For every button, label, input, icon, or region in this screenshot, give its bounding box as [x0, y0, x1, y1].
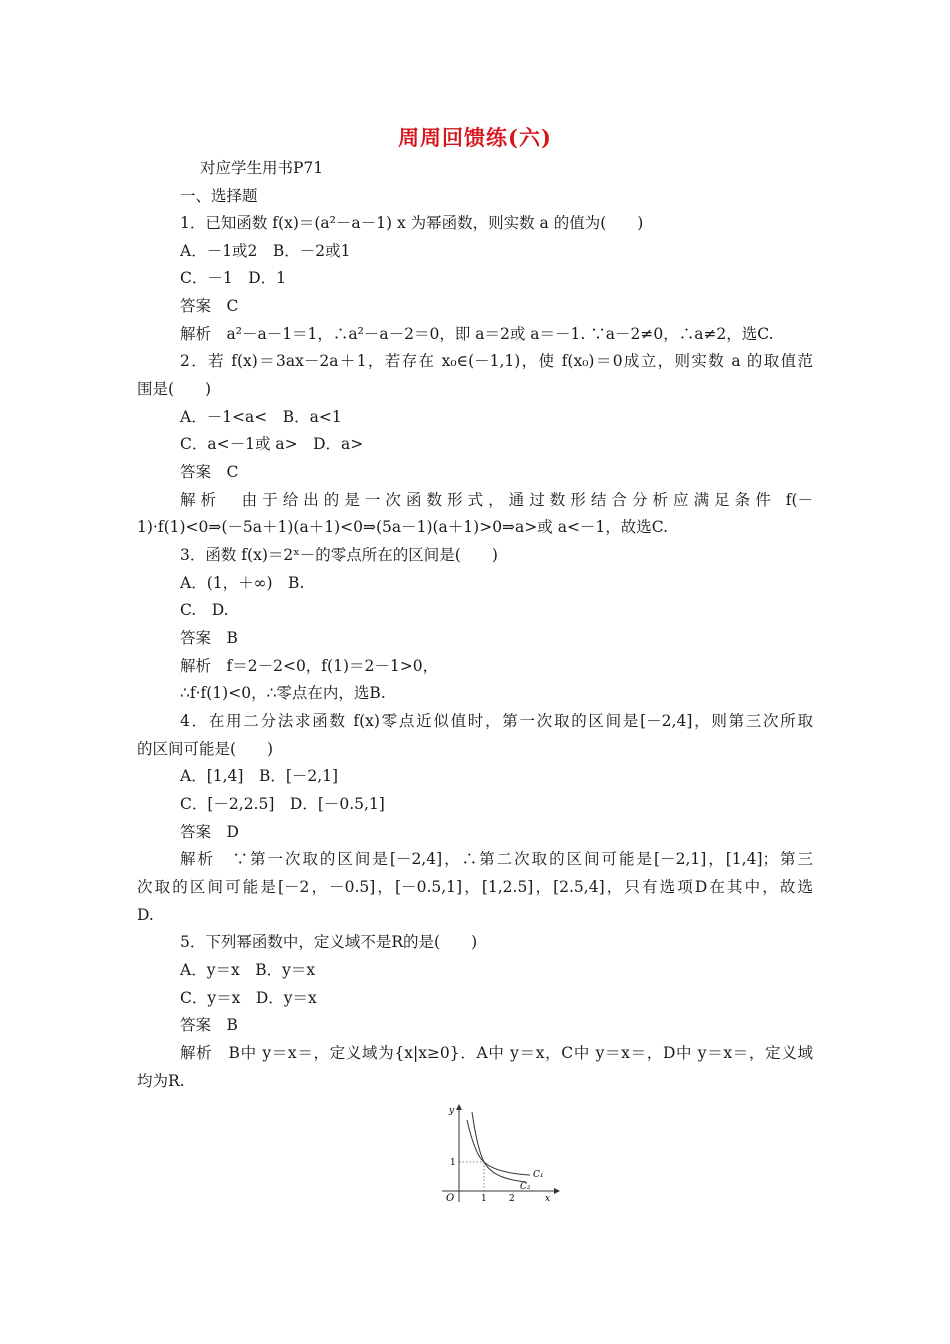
section-heading: 一、选择题 — [180, 187, 258, 205]
q5-answer: 答案 B — [180, 1016, 238, 1034]
curve-c2-label: C₂ — [520, 1182, 531, 1192]
q1-options-cd: C．－1 D．1 — [180, 269, 287, 287]
origin-label: O — [446, 1193, 455, 1204]
x-tick-label-1: 1 — [481, 1194, 487, 1204]
q4-stem-line1: 4．在用二分法求函数 f(x)零点近似值时，第一次取的区间是[－2,4]，则第三次所取 — [180, 712, 813, 730]
q4-analysis-line2: 次取的区间可能是[－2，－0.5]，[－0.5,1]，[1,2.5]，[2.5,4]，只有选项D在其中，故选 — [137, 878, 813, 896]
q2-stem-line2: 围是( ) — [137, 380, 212, 398]
q3-options-cd: C. D. — [180, 601, 229, 619]
curve-c1-label: C₁ — [533, 1170, 544, 1180]
q5-analysis-line2: 均为R. — [137, 1072, 185, 1090]
q2-answer: 答案 C — [180, 463, 239, 481]
q3-stem: 3．函数 f(x)＝2ˣ－的零点所在的区间是( ) — [180, 546, 498, 564]
q1-answer: 答案 C — [180, 297, 239, 315]
q5-options-ab: A．y＝x B．y＝x — [180, 961, 316, 979]
q5-options-cd: C．y＝x D．y＝x — [180, 989, 317, 1007]
page-title: 周周回馈练(六) — [398, 125, 552, 150]
curve-c1 — [467, 1120, 530, 1175]
q4-analysis-line1: 解析 ∵第一次取的区间是[－2,4]，∴第二次取的区间可能是[－2,1]，[1,4]；第三 — [180, 850, 813, 868]
y-tick-label: 1 — [450, 1158, 456, 1168]
q4-analysis-line3: D. — [137, 906, 154, 924]
q2-options-ab: A．－1<a< B．a<1 — [180, 408, 342, 426]
q3-analysis-line2: ∴f·f(1)<0，∴零点在内，选B. — [180, 684, 386, 702]
q1-options-ab: A．－1或2 B．－2或1 — [180, 242, 351, 260]
q2-analysis-line1: 解析 由于给出的是一次函数形式，通过数形结合分析应满足条件 f(－ — [180, 491, 813, 509]
q1-analysis: 解析 a²－a－1＝1，∴a²－a－2＝0，即 a＝2或 a＝－1. ∵a－2≠0，∴a≠2，选C. — [180, 325, 774, 343]
x-tick-label-2: 2 — [509, 1194, 515, 1204]
q3-analysis-line1: 解析 f＝2－2<0，f(1)＝2－1>0， — [180, 657, 439, 675]
curves-figure — [436, 1102, 560, 1204]
curve-c2 — [472, 1112, 526, 1182]
q4-stem-line2: 的区间可能是( ) — [137, 740, 274, 758]
q4-options-cd: C．[－2,2.5] D．[－0.5,1] — [180, 795, 385, 813]
q2-stem-line1: 2．若 f(x)＝3ax－2a＋1，若存在 x₀∈(－1,1)，使 f(x₀)＝0成立，则实数 a 的取值范 — [180, 352, 813, 370]
q4-options-ab: A．[1,4] B．[－2,1] — [180, 767, 339, 785]
y-axis-label: y — [449, 1106, 455, 1116]
q4-answer: 答案 D — [180, 823, 239, 841]
textbook-reference: 对应学生用书P71 — [200, 159, 324, 177]
q5-stem: 5．下列幂函数中，定义域不是R的是( ) — [180, 933, 478, 951]
q5-analysis-line1: 解析 B中 y＝x＝，定义域为{x|x≥0}．A中 y＝x，C中 y＝x＝，D中 y＝x＝，定义域 — [180, 1044, 813, 1062]
q3-answer: 答案 B — [180, 629, 238, 647]
q2-options-cd: C．a<－1或 a> D．a> — [180, 435, 364, 453]
x-axis-arrow — [554, 1188, 560, 1194]
x-axis-label: x — [545, 1194, 551, 1204]
q2-analysis-line2: 1)·f(1)<0⇒(－5a＋1)(a＋1)<0⇒(5a－1)(a＋1)>0⇒a>或 a<－1，故选C. — [137, 518, 669, 536]
q1-stem: 1．已知函数 f(x)＝(a²－a－1) x 为幂函数，则实数 a 的值为( ) — [180, 214, 644, 232]
y-axis-arrow — [456, 1104, 462, 1110]
q3-options-ab: A．(1，＋∞) B. — [180, 574, 305, 592]
